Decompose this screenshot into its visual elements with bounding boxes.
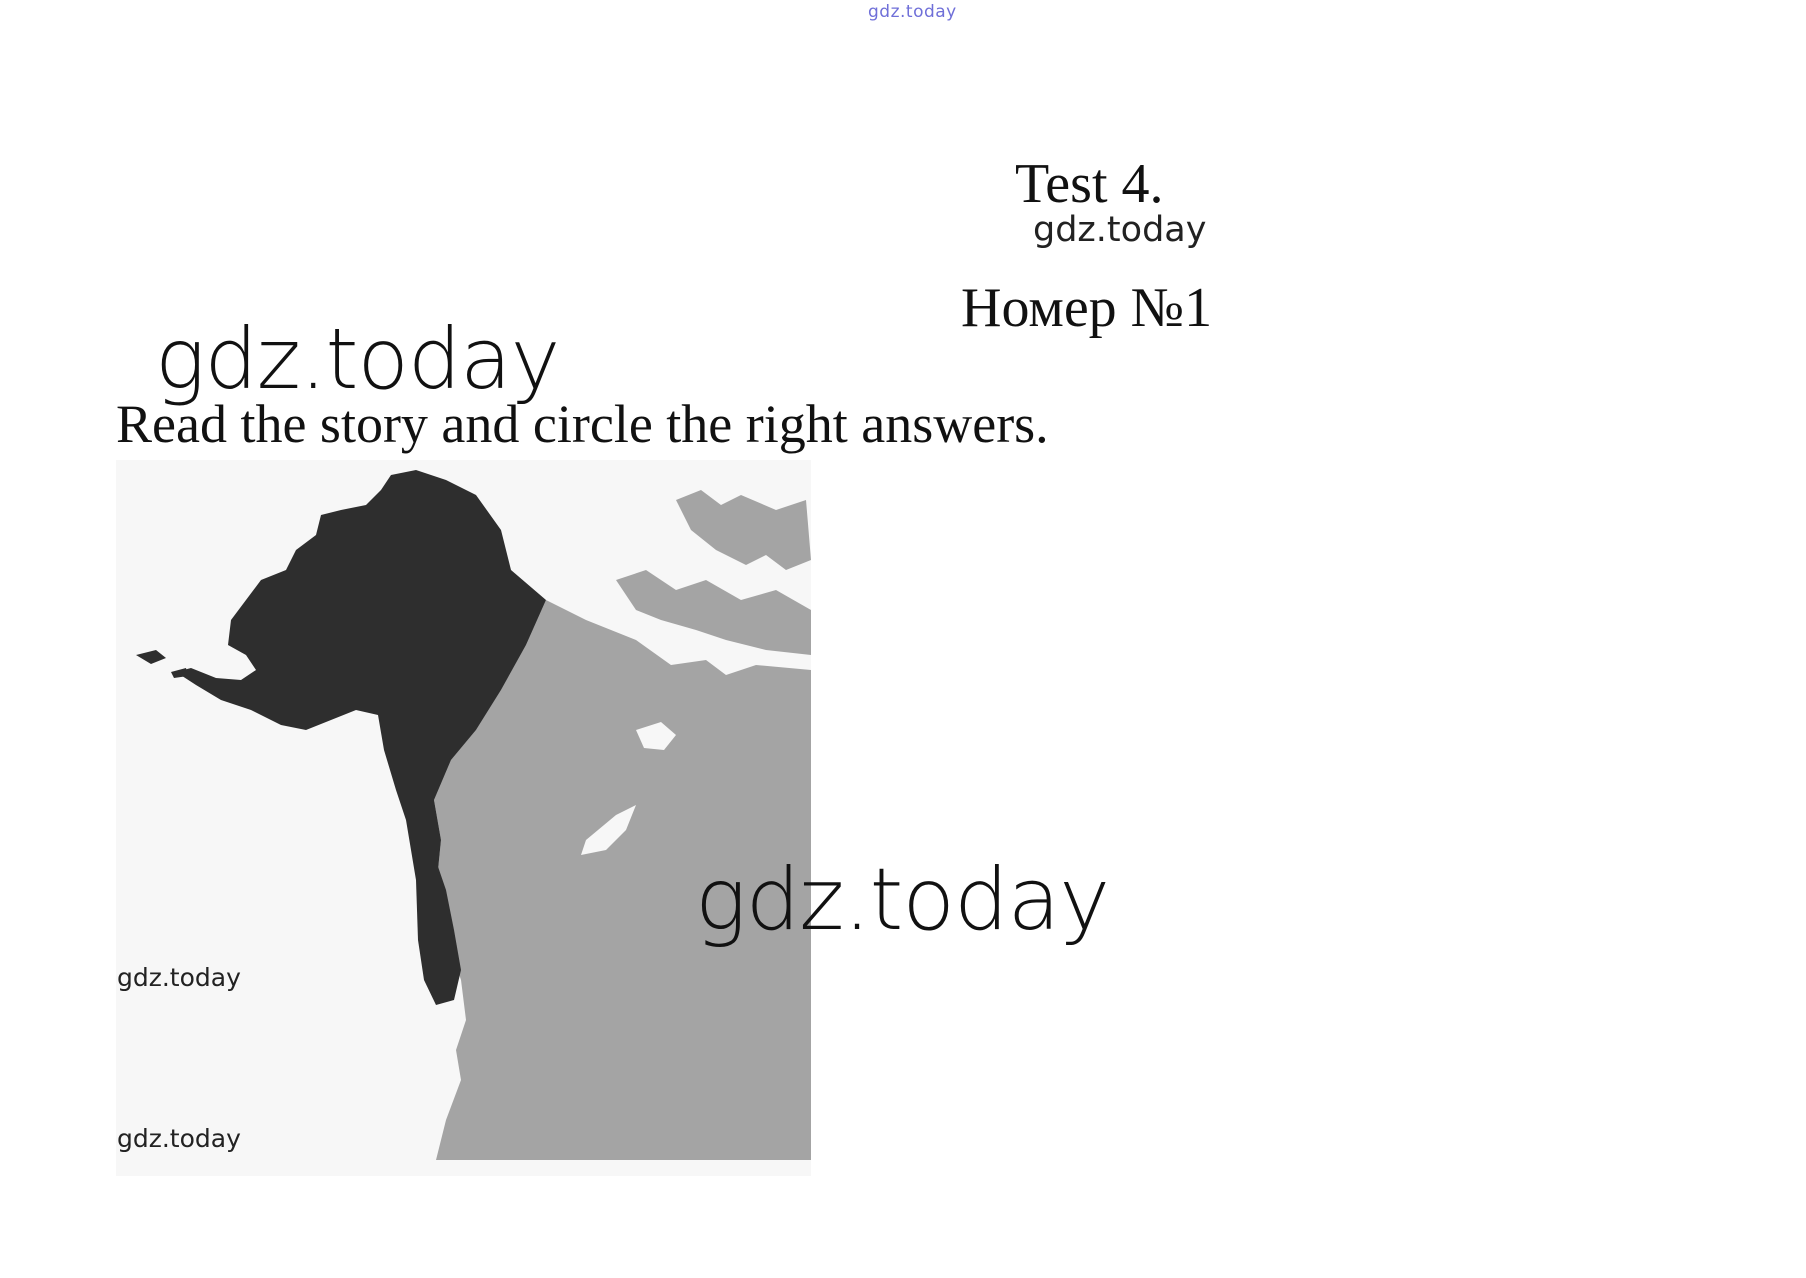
test-title: Test 4. [1015,153,1164,215]
task-instruction: Read the story and circle the right answers. [116,394,1049,454]
map-center-watermark: gdz.today [695,850,1110,950]
title-watermark: gdz.today [1033,210,1207,250]
map-left-watermark-2: gdz.today [117,1124,241,1153]
map-icon [116,460,811,1176]
large-watermark: gdz.today [155,310,560,408]
task-number: Номер №1 [961,277,1213,339]
map-left-watermark-1: gdz.today [117,963,241,992]
alaska-map-image [116,460,811,1176]
top-watermark: gdz.today [868,2,957,22]
